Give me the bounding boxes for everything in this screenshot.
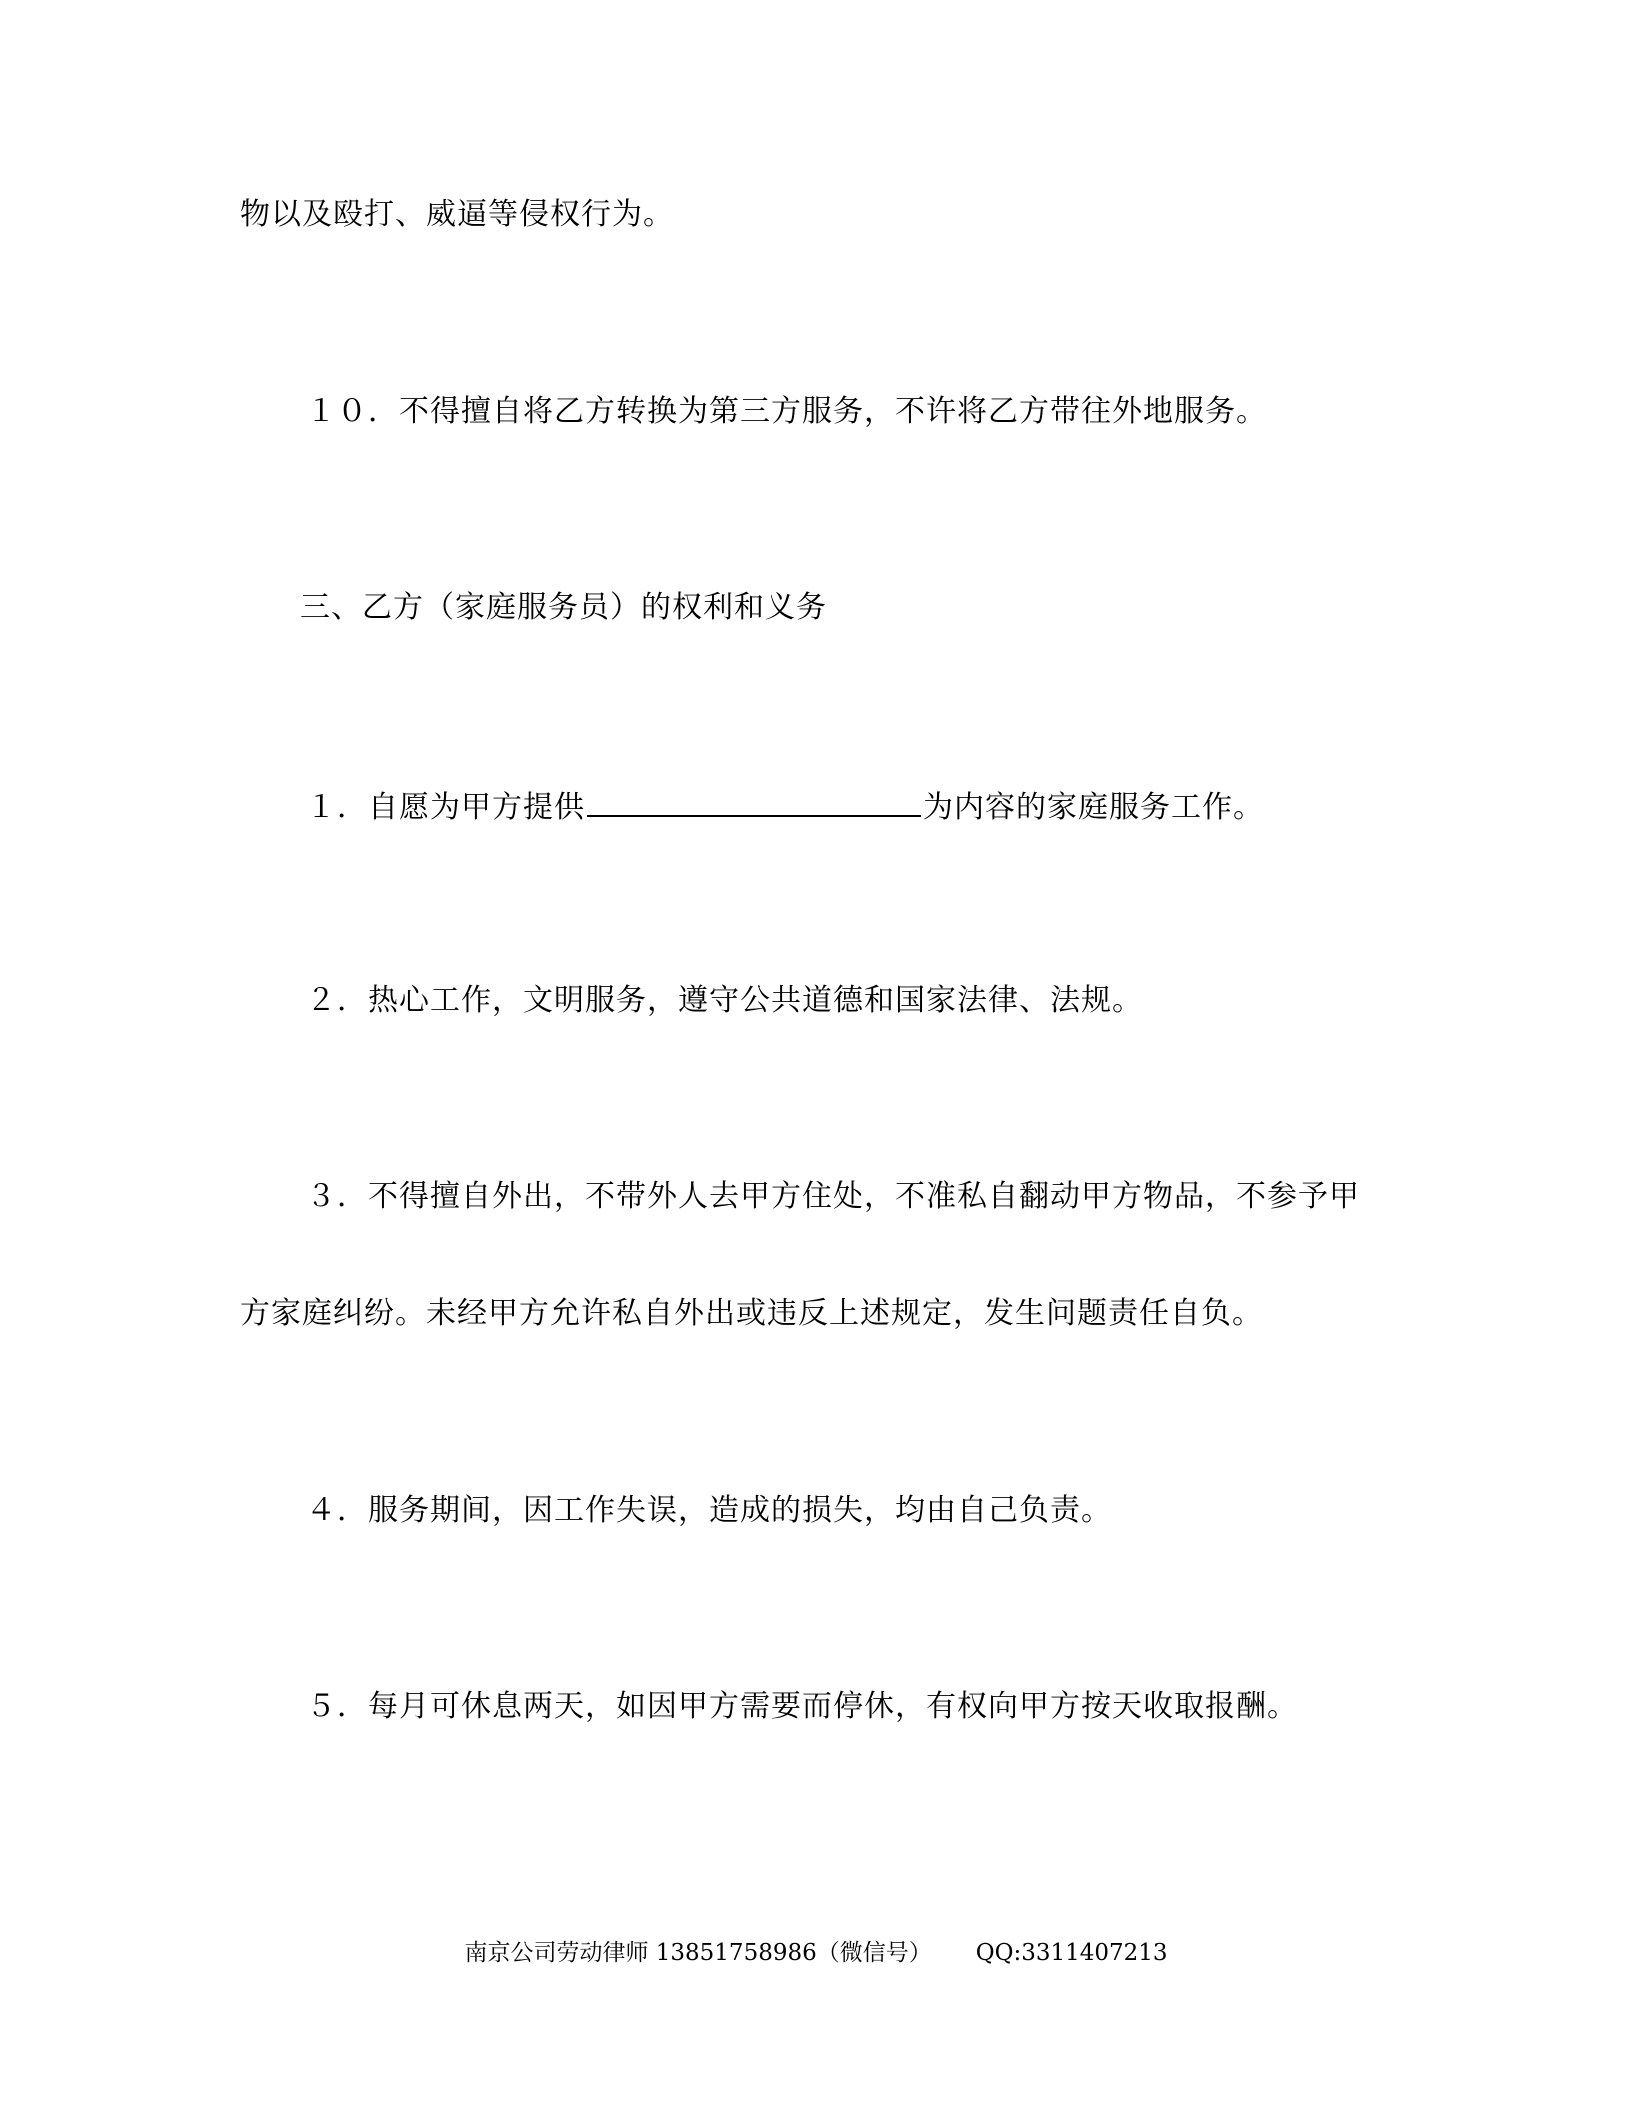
footer-contact: 南京公司劳动律师 13851758986（微信号） [464, 1940, 932, 1966]
clause-1-prefix: １．自愿为甲方提供 [306, 790, 585, 825]
clause-5: ５．每月可休息两天，如因甲方需要而停休，有权向甲方按天收取报酬。 [306, 1689, 1298, 1724]
fill-in-blank-line [587, 785, 921, 817]
clause-10: １０．不得擅自将乙方转换为第三方服务，不许将乙方带往外地服务。 [306, 394, 1267, 429]
page-footer [0, 1938, 1632, 1968]
paragraph-line-continuation: 物以及殴打、威逼等侵权行为。 [240, 197, 674, 232]
clause-1 [306, 785, 1264, 828]
clause-2: ２．热心工作，文明服务，遵守公共道德和国家法律、法规。 [306, 983, 1143, 1018]
section-heading-3: 三、乙方（家庭服务员）的权利和义务 [300, 590, 827, 625]
clause-4: ４．服务期间，因工作失误，造成的损失，均由自己负责。 [306, 1493, 1112, 1528]
clause-1-suffix: 为内容的家庭服务工作。 [923, 790, 1264, 825]
clause-3-line-2: 方家庭纠纷。未经甲方允许私自外出或违反上述规定，发生问题责任自负。 [240, 1296, 1263, 1331]
footer-qq: QQ:3311407213 [975, 1940, 1168, 1966]
clause-3-line-1: ３．不得擅自外出，不带外人去甲方住处，不准私自翻动甲方物品，不参予甲 [306, 1179, 1360, 1214]
